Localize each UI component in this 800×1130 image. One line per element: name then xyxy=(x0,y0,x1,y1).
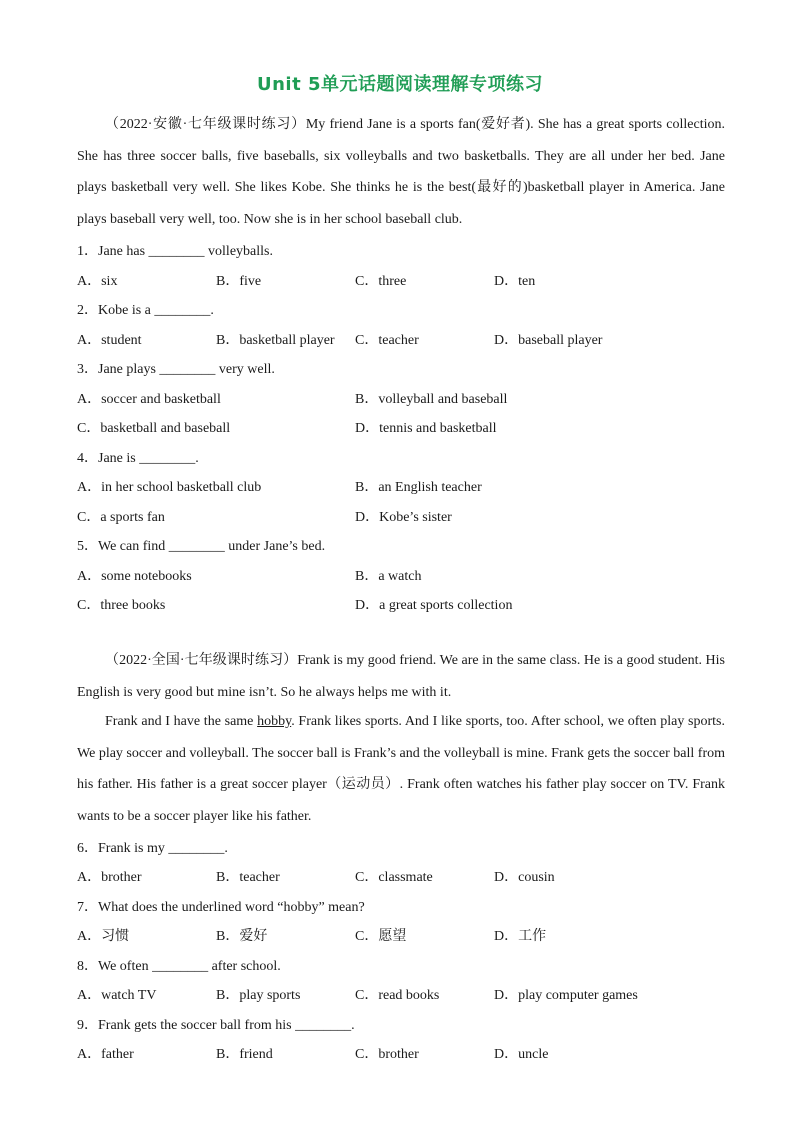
paragraph-2-lead: Frank and I have the same xyxy=(105,714,258,729)
passage-2-paragraph-1: （2022·全国·七年级课时练习）Frank is my good friend. We are in the same class. He is a good student. His English is very good but mine isn’t. So he always helps me with it. xyxy=(77,653,725,700)
question-8: 8．We often ________ after school. xyxy=(77,959,281,974)
page-title: Unit 5单元话题阅读理解专项练习 xyxy=(257,74,543,95)
question-5: 5．We can find ________ under Jane’s bed. xyxy=(77,539,326,554)
q6-option-c: C．classmate xyxy=(355,870,433,885)
underlined-word-hobby: hobby xyxy=(257,714,292,729)
q4-option-c: C．a sports fan xyxy=(77,510,165,525)
question-3: 3．Jane plays ________ very well. xyxy=(77,362,275,377)
q6-option-d: D．cousin xyxy=(494,870,555,885)
q8-option-c: C．read books xyxy=(355,988,440,1003)
q4-option-b: B．an English teacher xyxy=(355,480,482,495)
q8-option-b: B．play sports xyxy=(216,988,301,1003)
q3-option-b: B．volleyball and baseball xyxy=(355,392,508,407)
q5-option-d: D．a great sports collection xyxy=(355,598,513,613)
q3-option-a: A．soccer and basketball xyxy=(77,392,221,407)
q1-option-b: B．five xyxy=(216,274,262,289)
question-7: 7．What does the underlined word “hobby” mean? xyxy=(77,900,365,915)
q2-option-b: B．basketball player xyxy=(216,333,335,348)
question-4: 4．Jane is ________. xyxy=(77,451,199,466)
q7-option-b: B．爱好 xyxy=(216,929,268,944)
q7-option-d: D．工作 xyxy=(494,929,547,944)
q9-option-c: C．brother xyxy=(355,1047,419,1062)
q4-option-a: A．in her school basketball club xyxy=(77,480,262,495)
q3-option-d: D．tennis and basketball xyxy=(355,421,497,436)
question-9: 9．Frank gets the soccer ball from his ________. xyxy=(77,1018,355,1033)
q9-option-d: D．uncle xyxy=(494,1047,549,1062)
q2-option-d: D．baseball player xyxy=(494,333,603,348)
q6-option-a: A．brother xyxy=(77,870,142,885)
question-6: 6．Frank is my ________. xyxy=(77,841,228,856)
q1-option-c: C．three xyxy=(355,274,407,289)
q4-option-d: D．Kobe’s sister xyxy=(355,510,452,525)
q5-option-a: A．some notebooks xyxy=(77,569,192,584)
q8-option-a: A．watch TV xyxy=(77,988,157,1003)
q9-option-a: A．father xyxy=(77,1047,134,1062)
q2-option-c: C．teacher xyxy=(355,333,419,348)
paragraph-2-rest: . Frank likes sports. And I like sports, too. After school, we often play sports. We play soccer and volleyball. The soccer ball is Frank’s and the volleyball is mine. Frank gets the soccer ball from his father. His father is a great soccer player（运动员）. Frank often watches his father play soccer on TV. Frank wants to be a soccer player like his father. xyxy=(77,714,725,824)
q7-option-c: C．愿望 xyxy=(355,929,407,944)
q6-option-b: B．teacher xyxy=(216,870,280,885)
q2-option-a: A．student xyxy=(77,333,142,348)
q3-option-c: C．basketball and baseball xyxy=(77,421,231,436)
q9-option-b: B．friend xyxy=(216,1047,273,1062)
q1-option-d: D．ten xyxy=(494,274,536,289)
q7-option-a: A．习惯 xyxy=(77,929,130,944)
passage-1: （2022·安徽·七年级课时练习）My friend Jane is a sports fan(爱好者). She has a great sports collection. She has three soccer balls, five baseballs, six volleyballs and two basketballs. They are all under her bed. Jane plays basketball very well. She likes Kobe. She thinks he is the best(最好的)basketball player in America. Jane plays baseball very well, too. Now she is in her school baseball club. xyxy=(77,117,725,227)
question-2: 2．Kobe is a ________. xyxy=(77,303,214,318)
q1-option-a: A．six xyxy=(77,274,118,289)
q8-option-d: D．play computer games xyxy=(494,988,638,1003)
q5-option-b: B．a watch xyxy=(355,569,422,584)
q5-option-c: C．three books xyxy=(77,598,166,613)
passage-2-paragraph-2 xyxy=(77,706,725,832)
question-1: 1．Jane has ________ volleyballs. xyxy=(77,244,273,259)
